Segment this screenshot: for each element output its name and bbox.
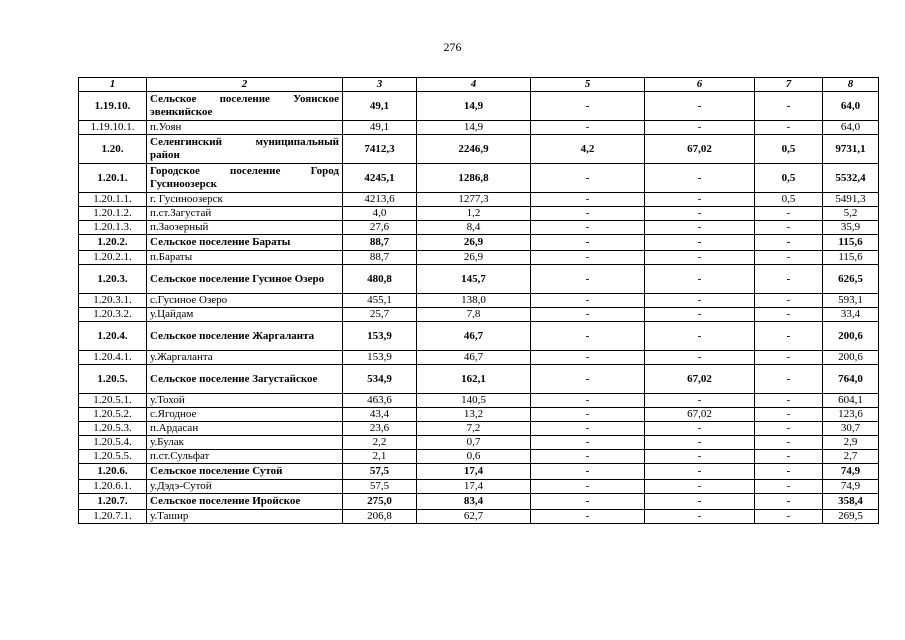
value-col5: - — [531, 92, 645, 121]
value-col6: - — [645, 394, 755, 408]
row-code: 1.20.6.1. — [79, 480, 147, 494]
value-col7: - — [755, 408, 823, 422]
value-col7: 0,5 — [755, 135, 823, 164]
table-row — [79, 207, 879, 221]
table-row — [79, 164, 879, 193]
value-col6: - — [645, 422, 755, 436]
row-name: п.Уоян — [147, 121, 343, 135]
row-name: п.Ардасан — [147, 422, 343, 436]
row-code: 1.20.1.2. — [79, 207, 147, 221]
value-col7: - — [755, 207, 823, 221]
value-col7: - — [755, 450, 823, 464]
value-col3: 7412,3 — [343, 135, 417, 164]
table-row — [79, 294, 879, 308]
value-col7: - — [755, 322, 823, 351]
value-col4: 145,7 — [417, 265, 531, 294]
value-total: 358,4 — [823, 494, 879, 510]
row-code: 1.20.1. — [79, 164, 147, 193]
value-col7: - — [755, 265, 823, 294]
value-col3: 25,7 — [343, 308, 417, 322]
value-col3: 206,8 — [343, 510, 417, 524]
value-total: 64,0 — [823, 121, 879, 135]
value-col7: - — [755, 394, 823, 408]
table-row — [79, 135, 879, 164]
value-col7: - — [755, 436, 823, 450]
column-header: 3 — [343, 78, 417, 92]
column-header: 1 — [79, 78, 147, 92]
value-col4: 1277,3 — [417, 193, 531, 207]
value-col7: - — [755, 92, 823, 121]
value-col3: 480,8 — [343, 265, 417, 294]
value-col3: 455,1 — [343, 294, 417, 308]
table-row — [79, 251, 879, 265]
value-col3: 534,9 — [343, 365, 417, 394]
row-name: у.Тохой — [147, 394, 343, 408]
table-row — [79, 235, 879, 251]
value-col4: 2246,9 — [417, 135, 531, 164]
value-col5: - — [531, 294, 645, 308]
row-code: 1.20.4.1. — [79, 351, 147, 365]
value-total: 593,1 — [823, 294, 879, 308]
value-col4: 62,7 — [417, 510, 531, 524]
value-col5: - — [531, 164, 645, 193]
row-code: 1.20.7. — [79, 494, 147, 510]
value-col5: - — [531, 510, 645, 524]
value-col4: 140,5 — [417, 394, 531, 408]
value-col4: 17,4 — [417, 464, 531, 480]
value-col7: - — [755, 294, 823, 308]
table-row — [79, 322, 879, 351]
value-col7: - — [755, 422, 823, 436]
value-total: 5,2 — [823, 207, 879, 221]
value-col5: - — [531, 494, 645, 510]
value-total: 9731,1 — [823, 135, 879, 164]
value-col6: - — [645, 351, 755, 365]
column-header: 4 — [417, 78, 531, 92]
value-col5: - — [531, 121, 645, 135]
row-name: Сельское поселение Бараты — [147, 235, 343, 251]
table-row — [79, 221, 879, 235]
value-col5: - — [531, 235, 645, 251]
value-col3: 463,6 — [343, 394, 417, 408]
value-total: 30,7 — [823, 422, 879, 436]
value-col3: 43,4 — [343, 408, 417, 422]
value-col7: - — [755, 121, 823, 135]
value-col5: - — [531, 308, 645, 322]
value-col7: - — [755, 251, 823, 265]
row-name: Селенгинский муниципальный район — [147, 135, 343, 164]
row-code: 1.20.5.4. — [79, 436, 147, 450]
row-code: 1.19.10. — [79, 92, 147, 121]
value-col5: - — [531, 436, 645, 450]
row-name: Сельское поселение Уоянское эвенкийское — [147, 92, 343, 121]
table-row — [79, 494, 879, 510]
value-col6: - — [645, 510, 755, 524]
column-header: 7 — [755, 78, 823, 92]
value-col6: - — [645, 450, 755, 464]
value-col7: - — [755, 235, 823, 251]
table-body — [79, 92, 879, 524]
value-col3: 4213,6 — [343, 193, 417, 207]
row-name: г. Гусиноозерск — [147, 193, 343, 207]
value-col4: 162,1 — [417, 365, 531, 394]
row-code: 1.20.2.1. — [79, 251, 147, 265]
value-col3: 275,0 — [343, 494, 417, 510]
value-col6: - — [645, 164, 755, 193]
value-col3: 49,1 — [343, 121, 417, 135]
value-total: 626,5 — [823, 265, 879, 294]
table-row — [79, 408, 879, 422]
value-col6: - — [645, 464, 755, 480]
column-header: 6 — [645, 78, 755, 92]
row-name: п.Бараты — [147, 251, 343, 265]
row-name: п.Заозерный — [147, 221, 343, 235]
row-name: у.Ташир — [147, 510, 343, 524]
row-name: Сельское поселение Сутой — [147, 464, 343, 480]
value-col6: 67,02 — [645, 408, 755, 422]
value-col6: - — [645, 436, 755, 450]
value-col4: 1,2 — [417, 207, 531, 221]
value-col5: - — [531, 394, 645, 408]
value-total: 2,7 — [823, 450, 879, 464]
value-total: 2,9 — [823, 436, 879, 450]
value-col5: 4,2 — [531, 135, 645, 164]
value-col5: - — [531, 450, 645, 464]
column-header: 8 — [823, 78, 879, 92]
value-total: 33,4 — [823, 308, 879, 322]
row-name: Городское поселение Город Гусиноозерск — [147, 164, 343, 193]
value-col4: 14,9 — [417, 92, 531, 121]
value-col5: - — [531, 322, 645, 351]
value-col3: 88,7 — [343, 251, 417, 265]
table-row — [79, 365, 879, 394]
value-total: 35,9 — [823, 221, 879, 235]
table-header-row — [79, 78, 879, 92]
value-col6: - — [645, 251, 755, 265]
value-col4: 7,8 — [417, 308, 531, 322]
value-col7: - — [755, 365, 823, 394]
value-col3: 57,5 — [343, 480, 417, 494]
value-col3: 153,9 — [343, 351, 417, 365]
value-total: 64,0 — [823, 92, 879, 121]
table-row — [79, 422, 879, 436]
value-col5: - — [531, 265, 645, 294]
row-name: Сельское поселение Иройское — [147, 494, 343, 510]
value-col6: 67,02 — [645, 135, 755, 164]
row-code: 1.20.7.1. — [79, 510, 147, 524]
value-col5: - — [531, 351, 645, 365]
column-header: 2 — [147, 78, 343, 92]
row-name: у.Цайдам — [147, 308, 343, 322]
value-col4: 0,6 — [417, 450, 531, 464]
value-total: 764,0 — [823, 365, 879, 394]
value-col6: 67,02 — [645, 365, 755, 394]
value-col3: 153,9 — [343, 322, 417, 351]
value-col3: 4245,1 — [343, 164, 417, 193]
value-col4: 13,2 — [417, 408, 531, 422]
table-row — [79, 450, 879, 464]
value-col5: - — [531, 365, 645, 394]
value-col3: 2,1 — [343, 450, 417, 464]
table-row — [79, 265, 879, 294]
row-code: 1.20. — [79, 135, 147, 164]
value-col6: - — [645, 494, 755, 510]
row-code: 1.20.3. — [79, 265, 147, 294]
value-col3: 49,1 — [343, 92, 417, 121]
table-row — [79, 351, 879, 365]
value-col7: - — [755, 494, 823, 510]
value-col3: 57,5 — [343, 464, 417, 480]
value-col6: - — [645, 322, 755, 351]
data-table — [78, 77, 879, 524]
value-col7: - — [755, 464, 823, 480]
value-col3: 2,2 — [343, 436, 417, 450]
table-row — [79, 464, 879, 480]
value-col3: 27,6 — [343, 221, 417, 235]
value-col5: - — [531, 408, 645, 422]
value-col5: - — [531, 221, 645, 235]
value-total: 200,6 — [823, 351, 879, 365]
row-code: 1.20.3.1. — [79, 294, 147, 308]
value-col6: - — [645, 92, 755, 121]
value-total: 115,6 — [823, 251, 879, 265]
value-col3: 23,6 — [343, 422, 417, 436]
value-col4: 26,9 — [417, 251, 531, 265]
value-col7: - — [755, 308, 823, 322]
row-name: п.ст.Сульфат — [147, 450, 343, 464]
value-col4: 14,9 — [417, 121, 531, 135]
row-code: 1.20.6. — [79, 464, 147, 480]
value-col4: 8,4 — [417, 221, 531, 235]
value-col6: - — [645, 308, 755, 322]
row-code: 1.20.1.1. — [79, 193, 147, 207]
value-col5: - — [531, 422, 645, 436]
row-code: 1.20.3.2. — [79, 308, 147, 322]
value-col7: - — [755, 221, 823, 235]
value-col6: - — [645, 121, 755, 135]
value-col4: 7,2 — [417, 422, 531, 436]
value-total: 200,6 — [823, 322, 879, 351]
value-col5: - — [531, 480, 645, 494]
value-col4: 26,9 — [417, 235, 531, 251]
value-total: 269,5 — [823, 510, 879, 524]
value-col7: - — [755, 510, 823, 524]
value-total: 604,1 — [823, 394, 879, 408]
value-col7: 0,5 — [755, 164, 823, 193]
row-code: 1.20.5.1. — [79, 394, 147, 408]
value-total: 74,9 — [823, 464, 879, 480]
row-name: Сельское поселение Жаргаланта — [147, 322, 343, 351]
row-code: 1.20.1.3. — [79, 221, 147, 235]
value-col6: - — [645, 221, 755, 235]
row-code: 1.20.5.3. — [79, 422, 147, 436]
value-col5: - — [531, 193, 645, 207]
value-col7: 0,5 — [755, 193, 823, 207]
row-name: у.Булак — [147, 436, 343, 450]
table-row — [79, 92, 879, 121]
row-name: с.Ягодное — [147, 408, 343, 422]
value-total: 115,6 — [823, 235, 879, 251]
row-name: п.ст.Загустай — [147, 207, 343, 221]
table-row — [79, 480, 879, 494]
row-name: Сельское поселение Гусиное Озеро — [147, 265, 343, 294]
value-total: 123,6 — [823, 408, 879, 422]
value-col5: - — [531, 251, 645, 265]
value-col4: 83,4 — [417, 494, 531, 510]
value-total: 5532,4 — [823, 164, 879, 193]
table-row — [79, 394, 879, 408]
row-name: с.Гусиное Озеро — [147, 294, 343, 308]
value-col7: - — [755, 351, 823, 365]
value-col4: 138,0 — [417, 294, 531, 308]
row-name: у.Дэдэ-Сутой — [147, 480, 343, 494]
value-col6: - — [645, 193, 755, 207]
value-col6: - — [645, 207, 755, 221]
value-col7: - — [755, 480, 823, 494]
value-col4: 0,7 — [417, 436, 531, 450]
table-row — [79, 510, 879, 524]
row-name: у.Жаргаланта — [147, 351, 343, 365]
value-col3: 4,0 — [343, 207, 417, 221]
value-col6: - — [645, 294, 755, 308]
value-total: 5491,3 — [823, 193, 879, 207]
table-row — [79, 436, 879, 450]
value-col4: 46,7 — [417, 351, 531, 365]
value-col4: 46,7 — [417, 322, 531, 351]
column-header: 5 — [531, 78, 645, 92]
row-code: 1.19.10.1. — [79, 121, 147, 135]
value-col6: - — [645, 235, 755, 251]
value-col6: - — [645, 480, 755, 494]
value-col5: - — [531, 207, 645, 221]
value-col3: 88,7 — [343, 235, 417, 251]
page-number: 276 — [443, 40, 462, 54]
table-row — [79, 121, 879, 135]
row-code: 1.20.5.2. — [79, 408, 147, 422]
value-col4: 17,4 — [417, 480, 531, 494]
value-total: 74,9 — [823, 480, 879, 494]
value-col5: - — [531, 464, 645, 480]
row-name: Сельское поселение Загустайское — [147, 365, 343, 394]
table-row — [79, 193, 879, 207]
value-col4: 1286,8 — [417, 164, 531, 193]
value-col6: - — [645, 265, 755, 294]
row-code: 1.20.2. — [79, 235, 147, 251]
row-code: 1.20.4. — [79, 322, 147, 351]
row-code: 1.20.5. — [79, 365, 147, 394]
row-code: 1.20.5.5. — [79, 450, 147, 464]
table-row — [79, 308, 879, 322]
